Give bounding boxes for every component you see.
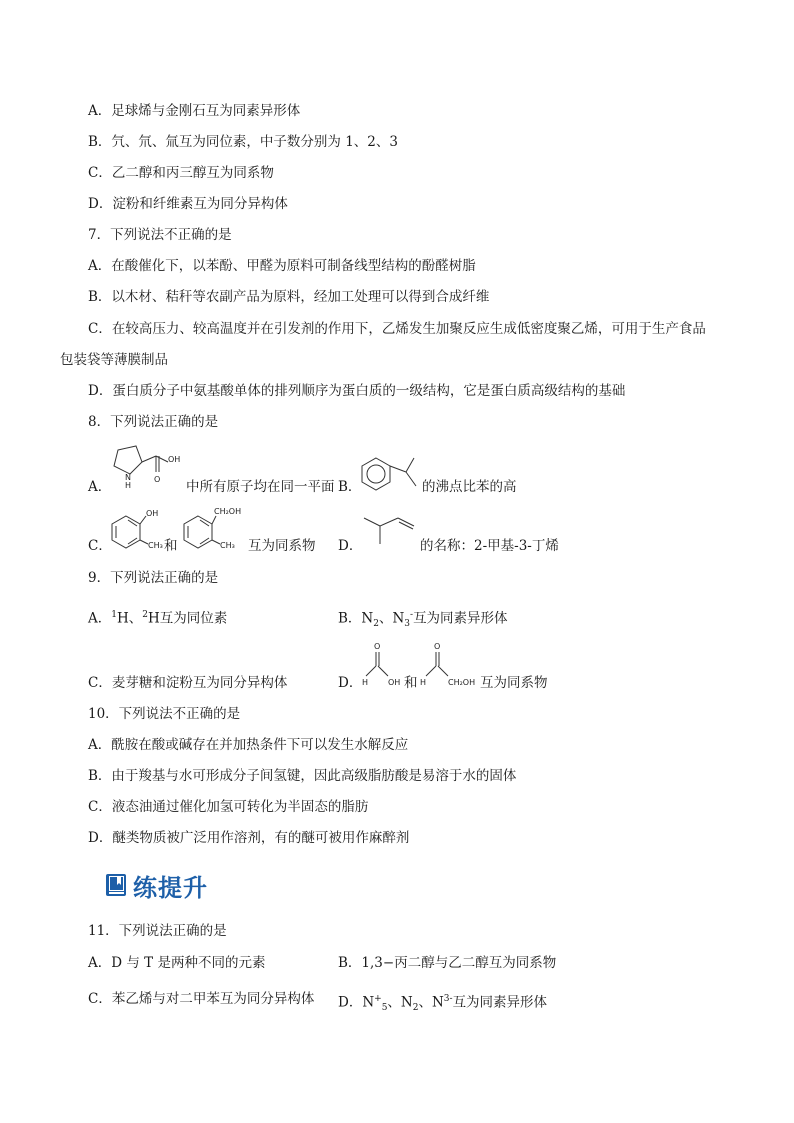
proline-structure	[108, 440, 188, 490]
q11-option-d-n1-sub: 5	[381, 1003, 388, 1014]
q9-option-b-n-sub: 2	[373, 619, 379, 630]
proline-n-label: N	[125, 473, 131, 482]
methylbenzyl-alcohol-structure	[180, 506, 246, 550]
q7-option-d: D．蛋白质分子中氨基酸单体的排列顺序为蛋白质的一级结构，它是蛋白质高级结构的基础	[88, 383, 626, 399]
glycolaldehyde-h-label: H	[420, 678, 427, 687]
q8-option-b-prefix: B．	[338, 479, 362, 495]
q11-option-c: C．苯乙烯与对二甲苯互为同分异构体	[88, 991, 315, 1007]
q11-option-d-separator1: 、	[387, 994, 401, 1011]
glycolaldehyde-structure	[418, 640, 480, 690]
q6-option-d: D．淀粉和纤维素互为同分异构体	[88, 196, 288, 212]
q9-option-b-text: 互为同素异形体	[413, 610, 508, 627]
q8-option-b-text: 的沸点比苯的高	[422, 479, 517, 495]
q11-option-d-prefix: D．	[338, 994, 363, 1011]
q11-option-d-n2: N	[400, 994, 413, 1011]
q7-option-c-continued: 包装袋等薄膜制品	[60, 352, 168, 368]
q9-option-a-element2: H	[148, 610, 160, 627]
q11-option-b: B．1,3−丙二醇与乙二醇互为同系物	[338, 955, 557, 971]
q9-option-d-text: 互为同系物	[480, 675, 548, 691]
proline-h-label: H	[125, 481, 132, 490]
q11-option-d-n3-sup: 3-	[443, 994, 453, 1004]
q9-option-d-and: 和	[404, 675, 418, 691]
q8-option-a-text: 中所有原子均在同一平面	[186, 479, 335, 495]
q11-option-d-n2-sub: 2	[412, 1003, 419, 1014]
q6-option-b: B．氕、氘、氚互为同位素，中子数分别为 1、2、3	[88, 134, 398, 150]
q11-option-d-n1-sup: +	[374, 994, 382, 1004]
q11-option-d-n1: N	[362, 994, 375, 1011]
formic-acid-structure	[358, 640, 406, 690]
q11-option-d-text: 互为同素异形体	[452, 994, 548, 1011]
q11-option-a: A．D 与 T 是两种不同的元素	[88, 955, 266, 971]
q9-option-a-text: 互为同位素	[159, 610, 228, 627]
q9-option-b-separator: 、	[378, 610, 393, 627]
q9-option-b-n2-sub: 3	[404, 619, 411, 630]
formic-acid-h-label: H	[362, 678, 369, 687]
q10-option-a: A．酰胺在酸或碱存在并加热条件下可以发生水解反应	[88, 737, 409, 753]
q9-option-c: C．麦芽糖和淀粉互为同分异构体	[88, 675, 288, 691]
q9-option-b-n2-sup: -	[410, 610, 414, 620]
q8-option-c-and: 和	[164, 538, 178, 554]
methylphenol-ch3-label: CH₃	[148, 541, 163, 550]
q8-stem: 8．下列说法正确的是	[88, 414, 219, 430]
q9-option-b-prefix: B．	[338, 610, 362, 627]
methylbutene-structure	[360, 510, 420, 550]
methylbenzyl-ch2oh-label: CH₂OH	[214, 507, 242, 516]
q8-option-d-prefix: D．	[338, 538, 363, 554]
q7-stem: 7．下列说法不正确的是	[88, 227, 232, 243]
q9-option-a-prefix: A．	[88, 610, 112, 627]
q10-option-c: C．液态油通过催化加氢可转化为半固态的脂肪	[88, 799, 369, 815]
q8-option-c-text: 互为同系物	[248, 538, 316, 554]
q6-option-a: A．足球烯与金刚石互为同素异形体	[88, 103, 301, 119]
glycolaldehyde-ch2oh-label: CH₂OH	[448, 678, 476, 687]
q9-option-a-separator: 、	[128, 610, 143, 627]
q9-option-b-n: N	[361, 610, 374, 627]
glycolaldehyde-o-label: O	[434, 642, 441, 651]
methylbenzyl-ch3-label: CH₃	[220, 541, 235, 550]
book-icon	[105, 873, 127, 897]
q11-option-d-n3: N	[431, 994, 444, 1011]
q8-option-c-prefix: C．	[88, 538, 112, 554]
cumene-structure	[358, 452, 424, 498]
formic-acid-oh-label: OH	[388, 678, 401, 687]
methylphenol-oh-label: OH	[146, 509, 159, 518]
proline-oh-label: OH	[168, 455, 181, 464]
section-title: 练提升	[133, 873, 208, 902]
q9-option-a-mass1: 1	[111, 610, 117, 620]
q10-stem: 10．下列说法不正确的是	[88, 706, 241, 722]
q10-option-d: D．醚类物质被广泛用作溶剂，有的醚可被用作麻醉剂	[88, 830, 410, 846]
q6-option-c: C．乙二醇和丙三醇互为同系物	[88, 165, 274, 181]
q9-option-b	[338, 606, 508, 633]
q7-option-a: A．在酸催化下，以苯酚、甲醛为原料可制备线型结构的酚醛树脂	[88, 258, 476, 274]
q9-stem: 9．下列说法正确的是	[88, 570, 219, 586]
formic-acid-o-label: O	[374, 642, 381, 651]
q10-option-b: B．由于羧基与水可形成分子间氢键，因此高级脂肪酸是易溶于水的固体	[88, 768, 517, 784]
q9-option-a	[88, 606, 227, 628]
methylphenol-structure	[108, 508, 168, 550]
q11-option-d-separator2: 、	[418, 994, 432, 1011]
q9-option-a-element1: H	[116, 610, 129, 627]
section-header	[105, 870, 208, 900]
q7-option-b: B．以木材、秸秆等农副产品为原料，经加工处理可以得到合成纤维	[88, 289, 490, 305]
q9-option-d-prefix: D．	[338, 675, 363, 691]
q11-option-d	[338, 990, 547, 1017]
q11-stem: 11．下列说法正确的是	[88, 923, 227, 939]
q9-option-b-n2: N	[392, 610, 405, 627]
q8-option-d-text: 的名称：2-甲基-3-丁烯	[420, 538, 559, 554]
q7-option-c: C．在较高压力、较高温度并在引发剂的作用下，乙烯发生加聚反应生成低密度聚乙烯，可用于生产食品	[88, 321, 706, 337]
q8-option-a-prefix: A．	[88, 479, 112, 495]
q9-option-a-mass2: 2	[142, 610, 148, 620]
proline-o-label: O	[154, 475, 161, 484]
